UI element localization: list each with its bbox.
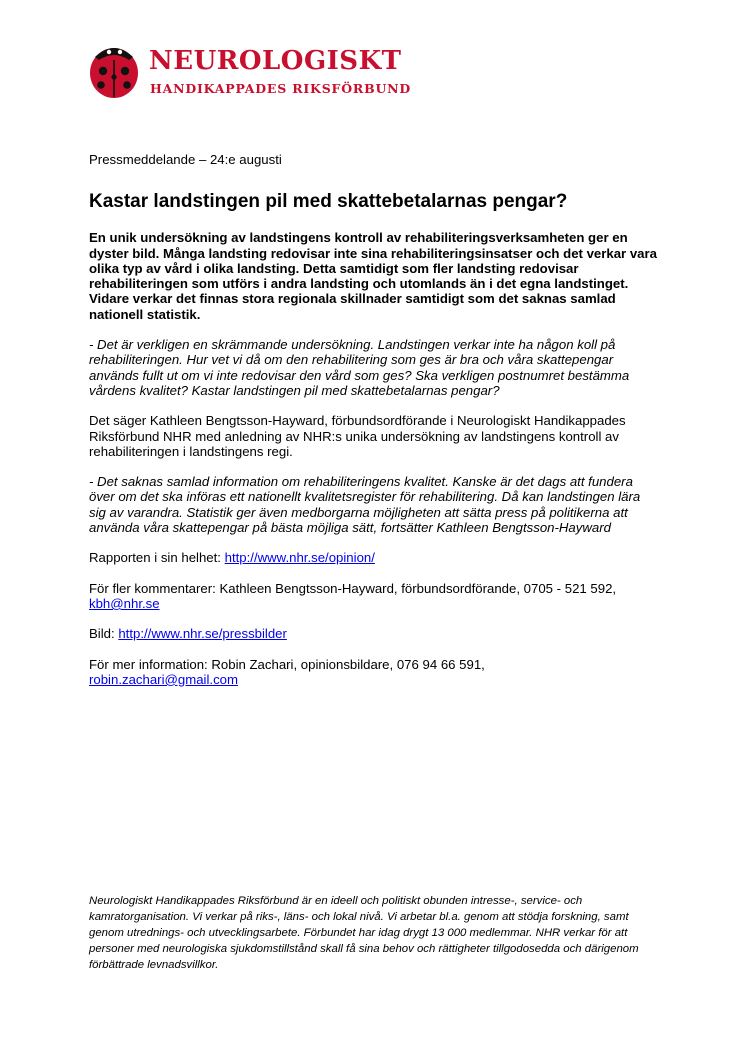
comments-email-link[interactable]: kbh@nhr.se <box>89 595 160 611</box>
info-line <box>89 657 659 688</box>
report-label: Rapporten i sin helhet: <box>89 550 225 566</box>
quote-paragraph-1: - Det är verkligen en skrämmande undersökning. Landstingen verkar inte ha någon koll på rehabiliteringen. Hur vet vi då om den rehabilitering som ges är bra och våra skattepengar används fullt ut om vi inte redovisar den vård som ges? Ska verkligen postnumret bestämma vårdens kvalitet? Kastar landstingen pil med skattebetalarnas pengar? <box>89 337 630 398</box>
comments-line <box>89 581 659 612</box>
headline: Kastar landstingen pil med skattebetalarnas pengar? <box>89 191 568 213</box>
press-release-body <box>89 152 659 702</box>
report-line <box>89 550 659 565</box>
report-link[interactable]: http://www.nhr.se/opinion/ <box>224 550 375 566</box>
body-paragraph-1: Det säger Kathleen Bengtsson-Hayward, förbundsordförande i Neurologiskt Handikappades Riksförbund NHR med anledning av NHR:s unika undersökning av landstingens kontroll av rehabiliteringen i landstingens regi. <box>89 413 626 459</box>
lead-paragraph: En unik undersökning av landstingens kontroll av rehabiliteringsverksamheten ger en dyster bild. Många landsting redovisar inte sina rehabiliteringsinsatser och det verkar vara olika typ av vård i olika landsting. Detta samtidigt som fler landsting redovisar rehabiliteringen som utförs i andra landsting och utomlands än i det egna landstinget. Vidare verkar det finnas stora regionala skillnader samtidigt som det saknas samlad nationell statistik. <box>89 230 657 322</box>
image-line <box>89 626 659 641</box>
image-link[interactable]: http://www.nhr.se/pressbilder <box>118 626 287 642</box>
info-email-link[interactable]: robin.zachari@gmail.com <box>89 671 238 687</box>
quote-paragraph-2: - Det saknas samlad information om rehabiliteringens kvalitet. Kanske är det dags att fundera över om det ska införas ett nationellt kvalitetsregister för rehabilitering. Då kan landstingen lära sig av varandra. Statistik ger även medborgarna möjligheten att sätta press på politikerna att använda våra skattepengar på bästa möjliga sätt, fortsätter Kathleen Bengtsson-Hayward <box>89 474 641 536</box>
footer-boilerplate: Neurologiskt Handikappades Riksförbund är en ideell och politiskt obunden intresse-, service- och kamratorganisation. Vi verkar på riks-, läns- och lokal nivå. Vi arbetar bl.a. genom att stödja forskning, samt genom utrednings- och utvecklingsarbete. Förbundet har idag drygt 13 000 medlemmar. NHR verkar för att personer med neurologiska sjukdomstillstånd skall få sina behov och rättigheter tillgodosedda och därigenom förbättrade levnadsvillkor. <box>89 895 639 971</box>
brand-name: NEUROLOGISKT <box>149 46 402 76</box>
info-label: För mer information: Robin Zachari, opinionsbildare, 076 94 66 591, <box>89 656 485 672</box>
comments-label: För fler kommentarer: Kathleen Bengtsson-Hayward, förbundsordförande, 0705 - 521 592, <box>89 580 617 596</box>
dateline: Pressmeddelande – 24:e augusti <box>89 152 282 167</box>
image-label: Bild: <box>89 626 119 642</box>
brand-subtitle: HANDIKAPPADES RIKSFÖRBUND <box>150 81 412 96</box>
ladybug-icon <box>89 41 141 99</box>
brand-logo <box>89 41 449 101</box>
